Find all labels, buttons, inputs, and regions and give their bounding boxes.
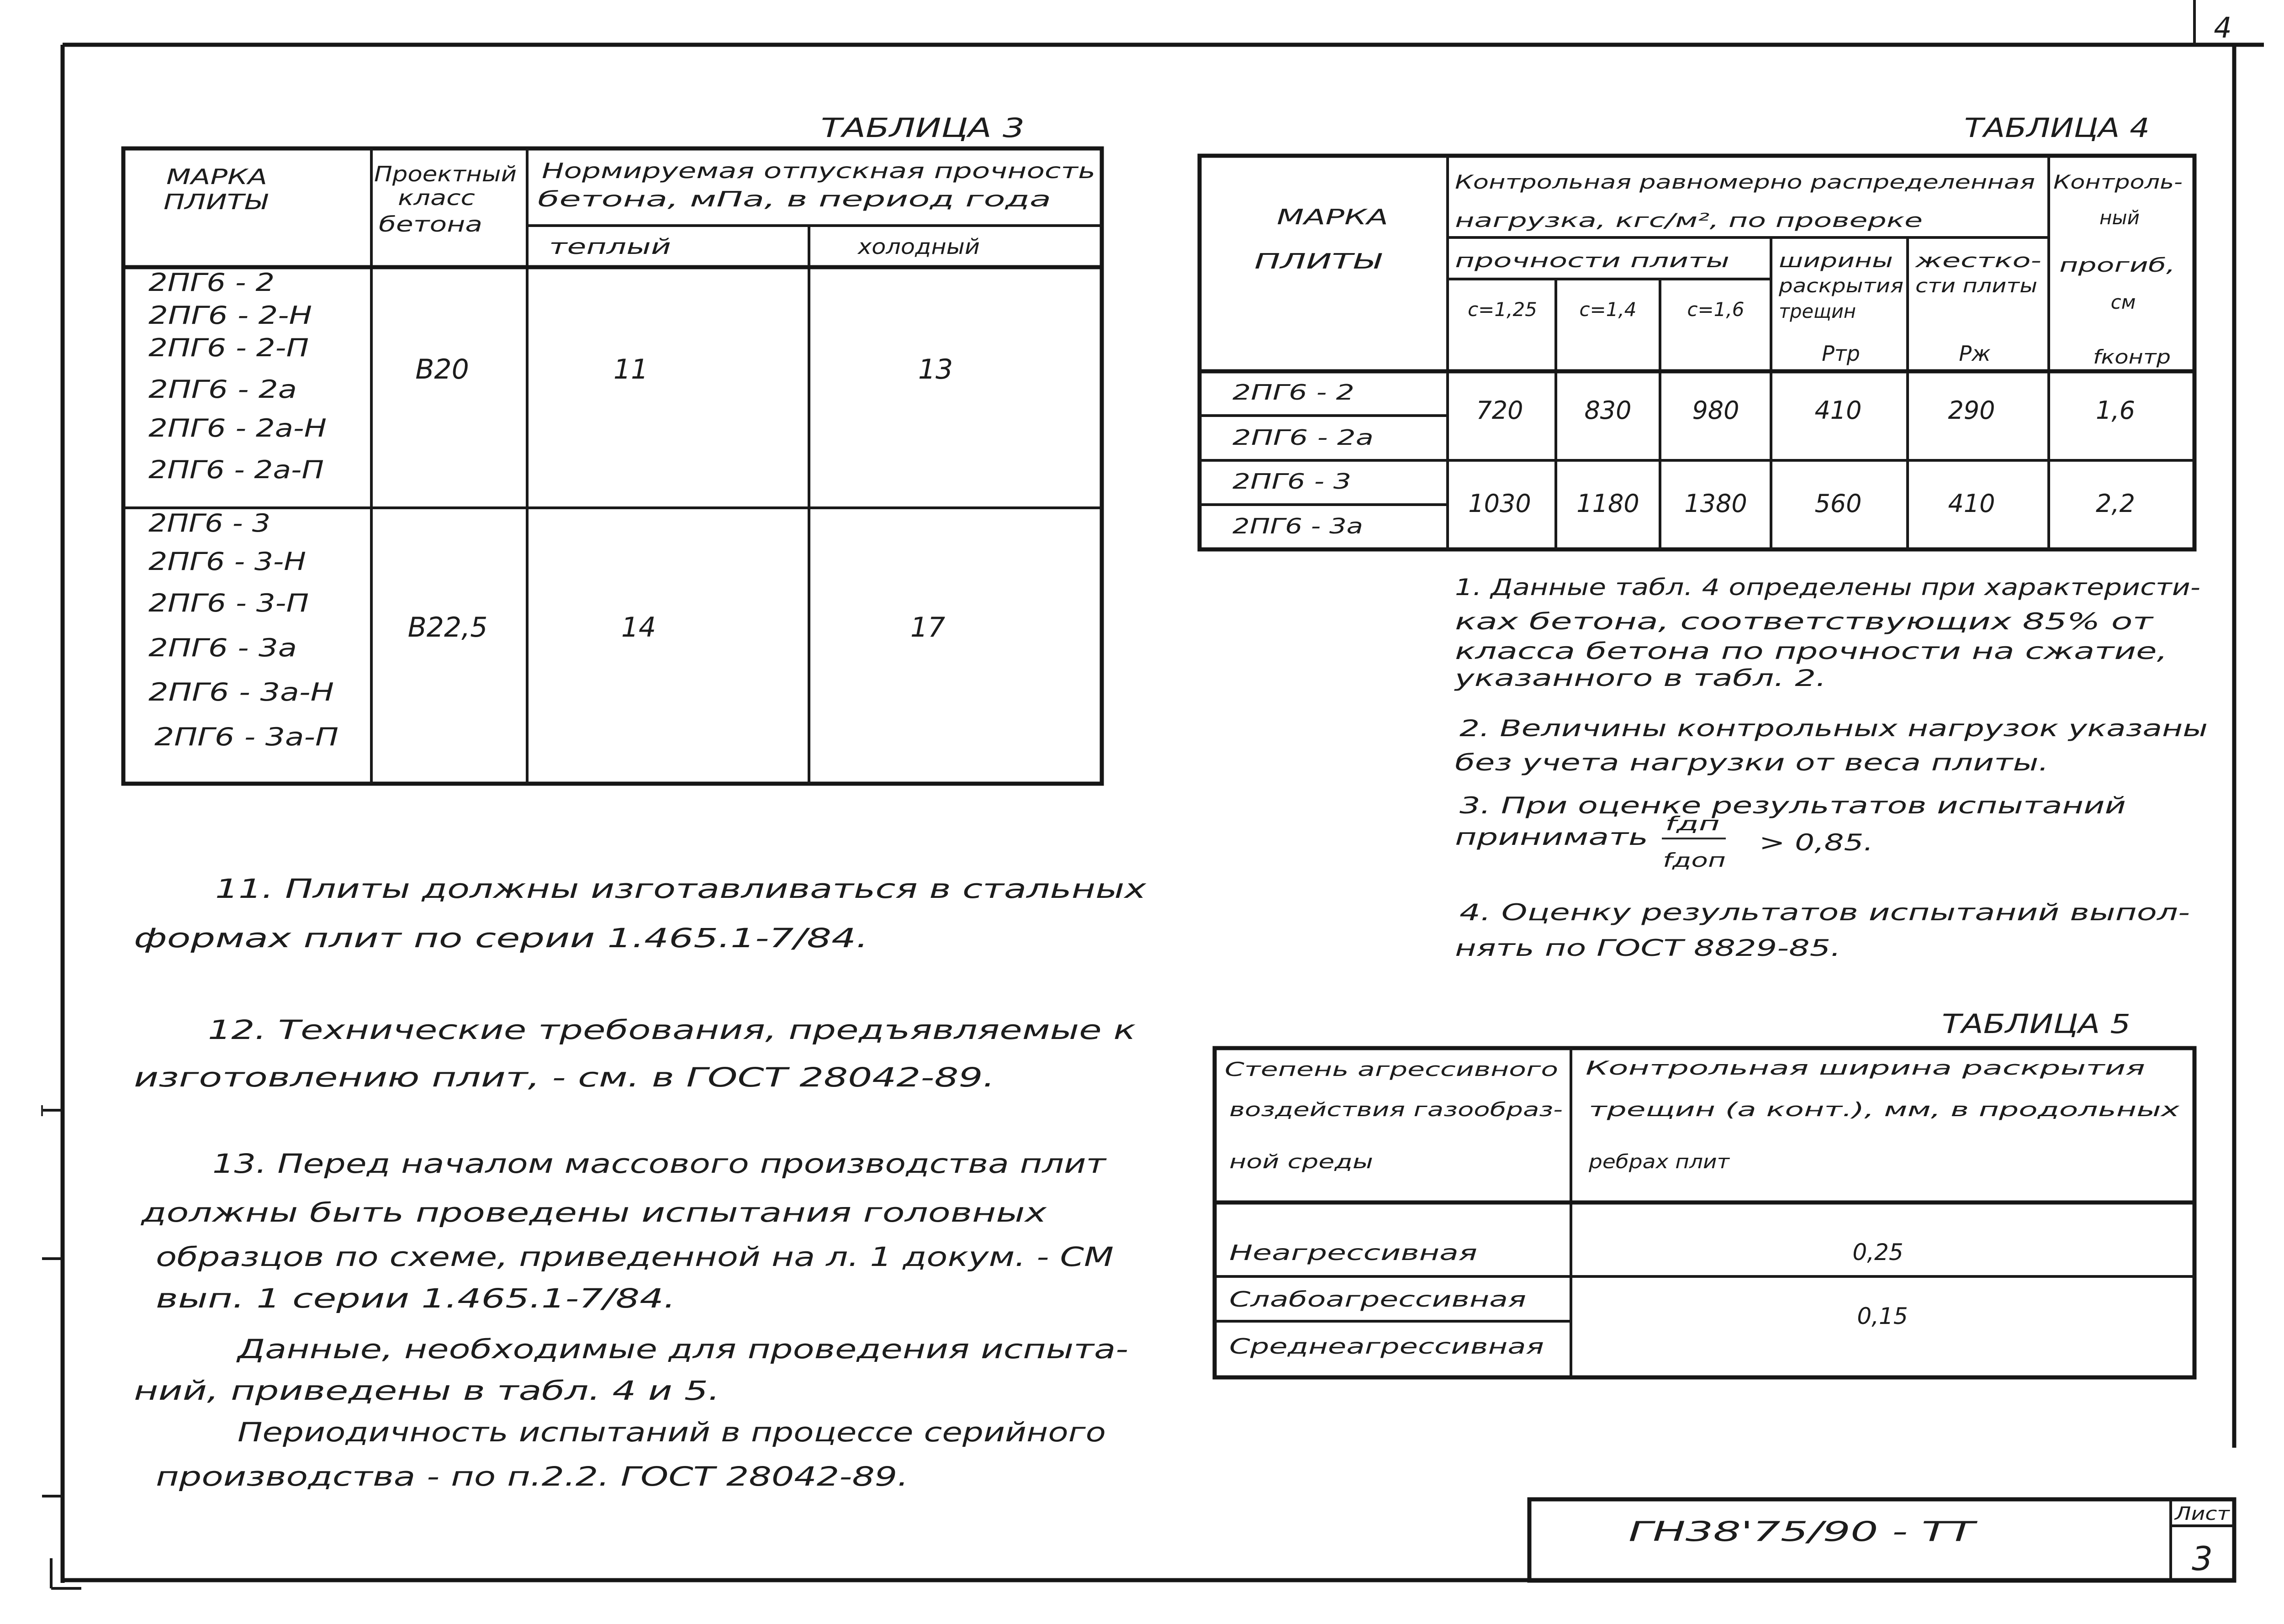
table-3-head-strength: Нормируемая отпускная прочность (542, 158, 1095, 183)
table-4-value: 1180 (1576, 489, 1639, 518)
table-4-head-crack-symbol: Pтр (1822, 341, 1860, 366)
table-5-head-degree: воздействия газообраз- (1229, 1098, 1563, 1121)
table-4-head-mark: МАРКА (1277, 205, 1388, 229)
table-4-head-c-value: с=1,25 (1468, 298, 1537, 321)
note-3-condition: > 0,85. (1759, 829, 1873, 856)
note-1-line: класса бетона по прочности на сжатие, (1455, 638, 2168, 664)
table-5-environment: Неагрессивная (1229, 1240, 1477, 1265)
requirement-line: Периодичность испытаний в процессе серийного (238, 1417, 1106, 1448)
table-4-head-c-value: с=1,6 (1687, 298, 1745, 321)
table-4-head-load: Контрольная равномерно распределенная (1455, 171, 2035, 193)
table-5-merged-value: 0,15 (1857, 1303, 1908, 1329)
sheet-number: 3 (2192, 1540, 2213, 1578)
requirement-line: Данные, необходимые для проведения испыта- (236, 1334, 1129, 1365)
table-3-mark: 2ПГ6 - 3-Н (148, 547, 306, 576)
table-3-mark: 2ПГ6 - 2а-П (148, 455, 324, 484)
table-4-head-crack: раскрытия (1778, 274, 1903, 297)
note-1-line: указанного в табл. 2. (1454, 665, 1826, 691)
table-3-head-mark: МАРКА (166, 164, 267, 189)
table-4-head-deflection: прогиб, (2059, 254, 2175, 276)
table-3-head-mark: ПЛИТЫ (164, 190, 269, 214)
note-3-numerator: fдп (1665, 812, 1720, 835)
table-3-mark: 2ПГ6 - 2а (148, 375, 297, 404)
table-3-mark: 2ПГ6 - 3а-Н (148, 678, 334, 707)
note-3-denominator: fдоп (1663, 849, 1726, 871)
requirement-line: должны быть проведены испытания головных (140, 1197, 1047, 1228)
note-1-line: ках бетона, соответствующих 85% от (1455, 608, 2154, 635)
table-3-mark: 2ПГ6 - 2-Н (148, 301, 312, 330)
table-3-mark: 2ПГ6 - 2 (148, 268, 275, 297)
table-5-head-width: Контрольная ширина раскрытия (1586, 1057, 2145, 1079)
table-3-head-cold: холодный (856, 234, 980, 259)
note-3-lead: принимать (1455, 824, 1648, 850)
table-4-mark: 2ПГ6 - 2а (1232, 425, 1374, 450)
table-5-value: 0,25 (1852, 1239, 1903, 1265)
table-4-value: 290 (1948, 396, 1995, 425)
requirement-line: вып. 1 серии 1.465.1-7/84. (156, 1283, 676, 1314)
requirement-line: производства - по п.2.2. ГОСТ 28042-89. (156, 1461, 909, 1492)
requirement-line: формах плит по серии 1.465.1-7/84. (134, 923, 868, 954)
table-4-mark: 2ПГ6 - 3 (1232, 469, 1351, 494)
note-4-line: 4. Оценку результатов испытаний выпол- (1459, 899, 2190, 926)
table-4-head-deflection: ный (2099, 206, 2140, 229)
table-4-value: 2,2 (2096, 489, 2135, 518)
table-4-value: 560 (1814, 489, 1862, 518)
table-3-head-class: Проектный (374, 162, 517, 186)
note-4-line: нять по ГОСТ 8829-85. (1455, 935, 1841, 961)
table-4-head-c-value: с=1,4 (1579, 298, 1637, 321)
table-3-class-value: В22,5 (407, 612, 488, 643)
requirement-line: ний, приведены в табл. 4 и 5. (134, 1375, 720, 1406)
table-4-head-stiffness-symbol: Pж (1959, 341, 1991, 366)
table-4-value: 980 (1692, 396, 1739, 425)
requirement-line: 11. Плиты должны изготавливаться в стальных (215, 873, 1147, 904)
table-4-mark: 2ПГ6 - 2 (1232, 380, 1354, 405)
table-5-title: ТАБЛИЦА 5 (1942, 1008, 2131, 1039)
table-5-head-degree: Степень агрессивного (1225, 1058, 1558, 1081)
document-code: ГН38'75/90 - ТТ (1628, 1516, 1978, 1548)
table-3-head-class: бетона (379, 212, 482, 237)
table-4-value: 1030 (1468, 489, 1531, 518)
table-3-head-class: класс (398, 185, 475, 210)
table-4-value: 720 (1476, 396, 1523, 425)
table-3-warm-value: 14 (621, 612, 656, 643)
table-4-head-stiffness: сти плиты (1915, 274, 2037, 297)
table-3-warm-value: 11 (613, 353, 649, 385)
table-3-mark: 2ПГ6 - 3 (148, 509, 270, 538)
table-3-cold-value: 17 (910, 612, 946, 643)
table-3-mark: 2ПГ6 - 2-П (148, 333, 309, 362)
table-3-mark: 2ПГ6 - 3а (148, 633, 297, 662)
table-4-head-crack: ширины (1779, 249, 1893, 272)
table-4-head-strength: прочности плиты (1455, 249, 1729, 272)
table-3-title: ТАБЛИЦА 3 (821, 112, 1025, 143)
table-5-head-width: ребрах плит (1588, 1150, 1730, 1173)
table-5-head-width: трещин (а конт.), мм, в продольных (1589, 1098, 2180, 1121)
note-2-line: 2. Величины контрольных нагрузок указаны (1459, 715, 2208, 742)
table-4-head-load: нагрузка, кгс/м², по проверке (1455, 209, 1923, 232)
table-3-head-warm: теплый (549, 234, 671, 259)
sheet-label: Лист (2173, 1503, 2231, 1524)
note-1-line: 1. Данные табл. 4 определены при характеристи- (1455, 574, 2200, 601)
table-4-head-deflection-symbol: fконтр (2093, 346, 2171, 368)
requirement-line: изготовлению плит, - см. в ГОСТ 28042-89. (134, 1062, 995, 1093)
table-4-head-crack: трещин (1779, 300, 1856, 322)
table-4-head-mark: ПЛИТЫ (1254, 249, 1383, 274)
page-number: 4 (2214, 11, 2232, 44)
table-3-mark: 2ПГ6 - 3-П (148, 589, 309, 617)
table-3-mark: 2ПГ6 - 2а-Н (148, 414, 327, 443)
table-4-head-deflection: см (2110, 291, 2136, 313)
requirement-line: 13. Перед началом массового производства плит (212, 1148, 1107, 1179)
table-3-head-strength: бетона, мПа, в период года (538, 187, 1051, 211)
requirement-line: образцов по схеме, приведенной на л. 1 докум. - СМ (156, 1241, 1114, 1272)
table-5-head-degree: ной среды (1229, 1150, 1373, 1173)
table-5-environment: Среднеагрессивная (1229, 1334, 1544, 1359)
table-3-cold-value: 13 (918, 353, 953, 385)
table-4-head-deflection: Контроль- (2053, 171, 2183, 193)
table-4-value: 410 (1814, 396, 1862, 425)
table-5-environment: Слабоагрессивная (1229, 1287, 1526, 1312)
table-4-value: 1,6 (2096, 396, 2135, 425)
table-4-mark: 2ПГ6 - 3а (1232, 514, 1363, 538)
table-4-value: 1380 (1684, 489, 1747, 518)
table-4-title: ТАБЛИЦА 4 (1964, 112, 2150, 143)
table-4-value: 830 (1584, 396, 1632, 425)
table-4-head-stiffness: жестко- (1914, 249, 2041, 272)
requirement-line: 12. Технические требования, предъявляемые к (208, 1014, 1136, 1045)
table-3-mark: 2ПГ6 - 3а-П (154, 722, 338, 751)
note-3-line: 3. При оценке результатов испытаний (1459, 792, 2126, 819)
table-4-value: 410 (1948, 489, 1995, 518)
table-3-class-value: В20 (415, 353, 469, 385)
note-2-line: без учета нагрузки от веса плиты. (1455, 749, 2049, 776)
